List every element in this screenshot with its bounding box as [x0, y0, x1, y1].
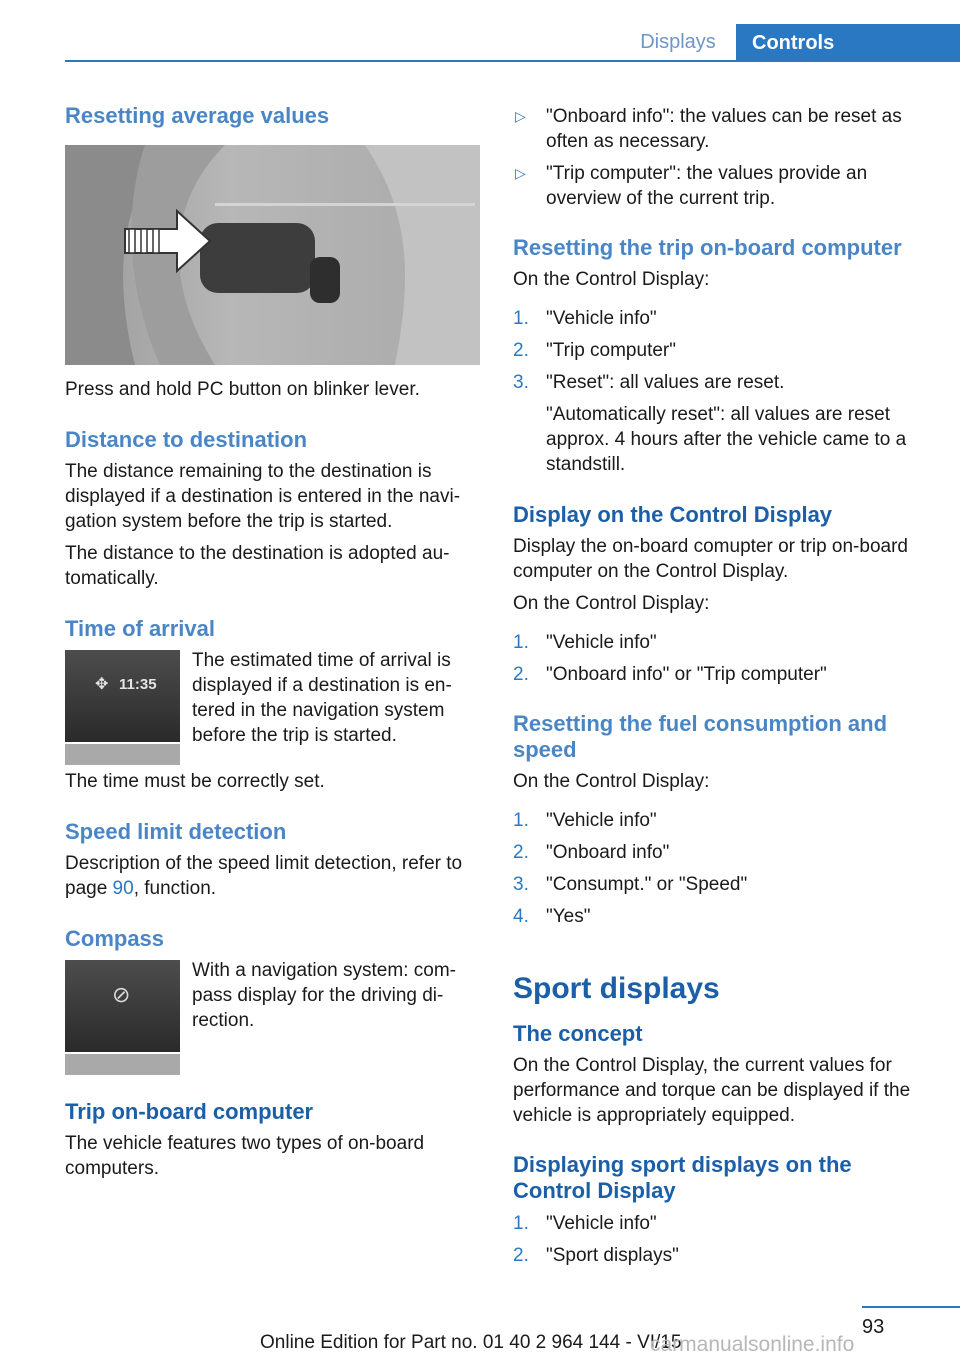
heading-reset-trip: Resetting the trip on-board computer	[513, 235, 902, 260]
heading-compass: Compass	[65, 926, 165, 951]
text-time-set: The time must be correctly set.	[65, 771, 325, 792]
list-item: 4. "Yes"	[513, 906, 591, 927]
text-press-hold: Press and hold PC button on blinker lever.	[65, 379, 420, 400]
heading-distance-destination: Distance to destination	[65, 427, 308, 452]
text-on-cd-3: On the Control Display:	[513, 771, 710, 792]
text-speed-limit-pre: Description of the speed limit detection, refer to page	[65, 853, 463, 899]
steps-display	[513, 630, 923, 687]
list-item: 1. "Vehicle info"	[513, 810, 657, 831]
heading-resetting-average: Resetting average values	[65, 103, 330, 128]
text-on-cd-2: On the Control Display:	[513, 593, 710, 614]
arrival-time-display: 11:35	[119, 676, 157, 693]
header-rule	[65, 60, 960, 62]
list-item: 2. "Sport displays"	[513, 1245, 679, 1266]
list-item: 1. "Vehicle info"	[513, 632, 657, 653]
list-item: 2. "Trip computer"	[513, 340, 676, 361]
triangle-bullet-icon: ▷	[515, 108, 526, 124]
heading-display-cd: Display on the Control Display	[513, 502, 833, 527]
list-item: 1. "Vehicle info"	[513, 308, 657, 329]
flag-icon: ✥	[95, 676, 109, 693]
steps-sport	[513, 1211, 923, 1268]
heading-speed-limit: Speed limit detection	[65, 819, 287, 844]
text-concept: On the Control Display, the current values for performance and torque can be displayed if the vehicle is appropriately equipped.	[513, 1055, 911, 1126]
heading-sport-displays: Sport displays	[513, 972, 720, 1005]
text-on-cd-1: On the Control Display:	[513, 269, 710, 290]
page-number: 93	[862, 1316, 885, 1338]
edition-text: Online Edition for Part no. 01 40 2 964 144 - VI/15	[260, 1332, 682, 1353]
compass-screen-image	[65, 960, 180, 1075]
page-90-link[interactable]: 90	[112, 878, 134, 899]
heading-time-arrival: Time of arrival	[65, 616, 215, 641]
list-item: 2. "Onboard info" or "Trip computer"	[513, 664, 827, 685]
text-trip-obc: The vehicle features two types of on-board computers.	[65, 1133, 425, 1179]
triangle-bullet-icon: ▷	[515, 165, 526, 181]
text-compass: With a navigation system: com‐pass display for the driving di‐rection.	[192, 960, 456, 1031]
bullet-list-computers	[513, 104, 923, 211]
heading-reset-fuel: Resetting the fuel consumption and speed	[513, 711, 888, 762]
text-auto-reset: "Automatically reset": all values are reset approx. 4 hours after the vehicle came to a standstill.	[546, 404, 907, 475]
arrival-screen-image	[65, 650, 180, 765]
text-distance-1: The distance remaining to the destination is displayed if a destination is entered in the navi‐gation system before the trip is started.	[65, 461, 461, 532]
list-item: 3. "Consumpt." or "Speed"	[513, 874, 748, 895]
heading-display-sport: Displaying sport displays on the Control Display	[513, 1152, 852, 1203]
blinker-lever-photo	[65, 145, 480, 365]
list-item: 2. "Onboard info"	[513, 842, 670, 863]
steps-reset-trip	[513, 306, 923, 395]
steps-fuel	[513, 808, 923, 929]
tab-displays: Displays	[640, 31, 716, 53]
tab-controls: Controls	[736, 24, 960, 62]
arrival-block	[65, 648, 480, 766]
text-distance-2: The distance to the destination is adopted au‐tomatically.	[65, 543, 450, 589]
right-column	[513, 100, 923, 1268]
list-item: ▷ "Onboard info": the values can be reset as often as necessary.	[515, 106, 902, 152]
footer-rule	[862, 1306, 960, 1308]
compass-block	[65, 958, 480, 1076]
left-column	[65, 100, 480, 1181]
text-speed-limit-post: , function.	[133, 878, 217, 899]
heading-concept: The concept	[513, 1021, 643, 1046]
list-item: 3. "Reset": all values are reset.	[513, 372, 785, 393]
text-display-cd: Display the on-board comupter or trip on-board computer on the Control Display.	[513, 536, 908, 582]
text-arrival: The estimated time of arrival is displayed if a destination is en‐tered in the navigation system before the trip is started.	[192, 650, 452, 746]
text-speed-limit	[65, 851, 480, 901]
heading-trip-obc: Trip on-board computer	[65, 1099, 314, 1124]
blinker-lever-illustration	[65, 145, 480, 365]
list-item: 1. "Vehicle info"	[513, 1213, 657, 1234]
compass-icon: ⊘	[112, 982, 131, 1007]
list-item: ▷ "Trip computer": the values provide an overview of the current trip.	[515, 163, 868, 209]
watermark-text: carmanualsonline.info	[650, 1333, 855, 1356]
